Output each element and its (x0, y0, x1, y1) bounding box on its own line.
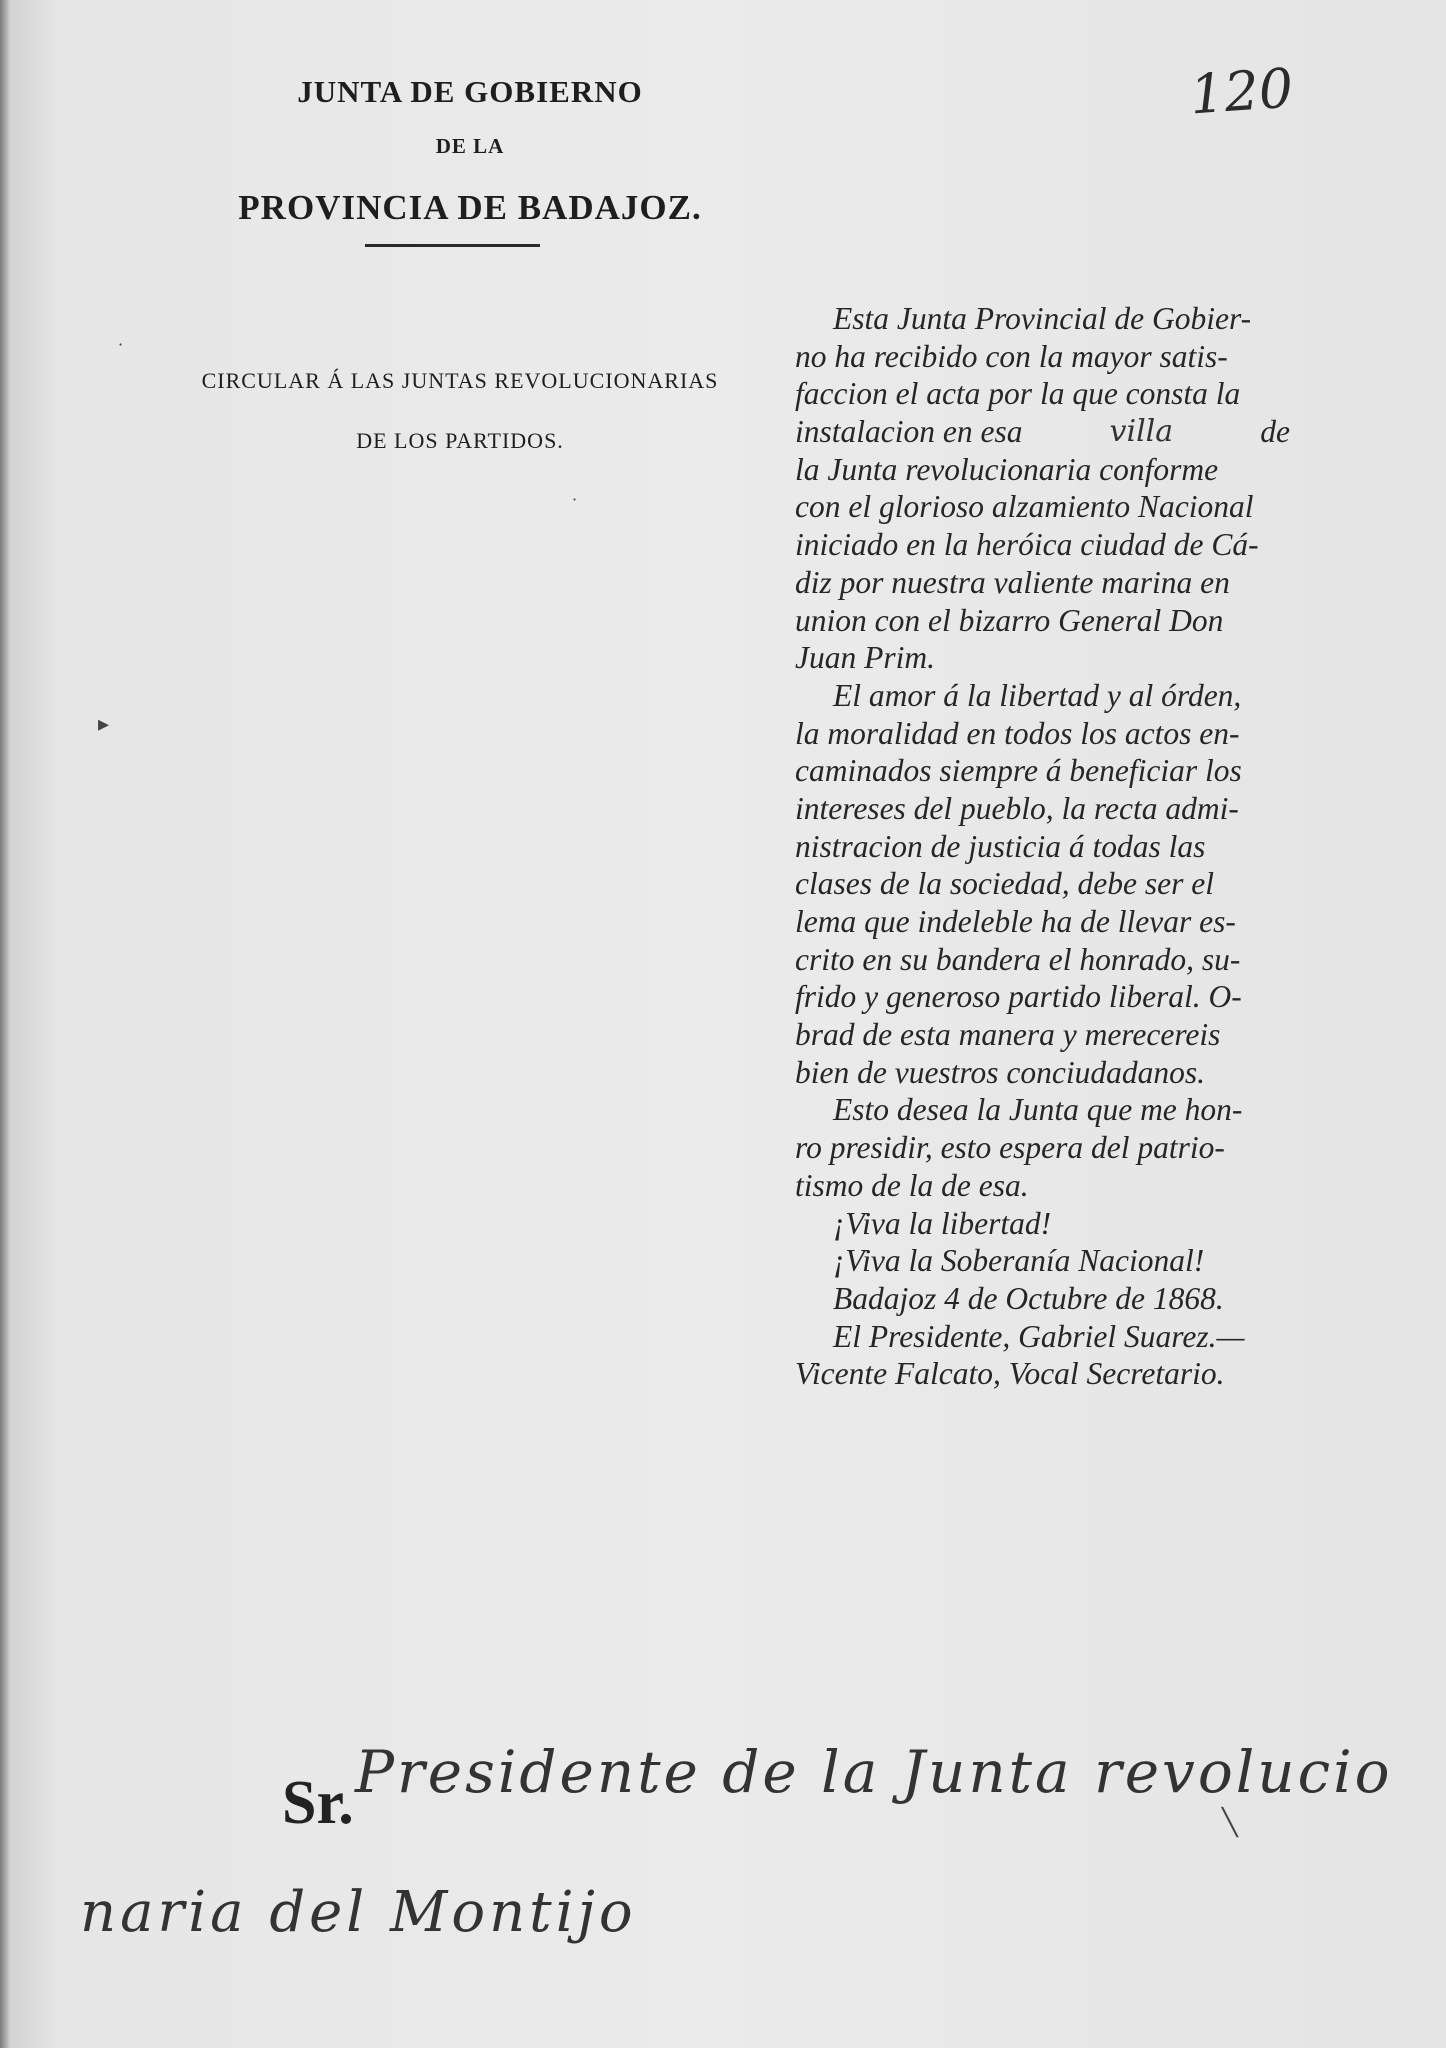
body-line: brad de esta manera y merecereis (795, 1017, 1221, 1053)
body-line: ¡Viva la Soberanía Nacional! (833, 1243, 1205, 1279)
handwritten-address-line-1: Presidente de la Junta revolucio (355, 1738, 1393, 1806)
body-line: ¡Viva la libertad! (833, 1205, 1052, 1241)
circular-title-line-2: DE LOS PARTIDOS. (356, 428, 564, 453)
body-line: tismo de la de esa. (795, 1167, 1029, 1203)
header-line-3: PROVINCIA DE BADAJOZ. (238, 188, 702, 227)
body-line: intereses del pueblo, la recta admi- (795, 790, 1239, 826)
body-line-part: de (1260, 414, 1290, 450)
body-line: clases de la sociedad, debe ser el (795, 866, 1215, 902)
folio-number: 120 (1187, 56, 1296, 127)
body-line: la Junta revolucionaria conforme (795, 451, 1219, 487)
pen-mark: ╲ (1222, 1808, 1238, 1838)
body-line: faccion el acta por la que consta la (795, 376, 1241, 412)
body-line (795, 413, 1290, 451)
circular-title-line-1: CIRCULAR Á LAS JUNTAS REVOLUCIONARIAS (201, 368, 719, 393)
body-line: iniciado en la heróica ciudad de Cá- (795, 527, 1259, 563)
header-line-2: DE LA (435, 134, 505, 158)
body-line: El Presidente, Gabriel Suarez.— (833, 1318, 1245, 1354)
header-line-1: JUNTA DE GOBIERNO (297, 74, 643, 109)
body-line: ro presidir, esto espera del patrio- (795, 1130, 1225, 1166)
paper-speck: · (572, 490, 578, 509)
body-line-part: instalacion en esa (795, 414, 1023, 450)
body-line: con el glorioso alzamiento Nacional (795, 489, 1254, 525)
body-line: Vicente Falcato, Vocal Secretario. (795, 1356, 1225, 1392)
body-line: frido y generoso partido liberal. O- (795, 979, 1242, 1015)
body-line: Esta Junta Provincial de Gobier- (833, 301, 1252, 336)
body-line: diz por nuestra valiente marina en (795, 564, 1230, 600)
handwritten-place: villa (1109, 414, 1174, 450)
body-line: no ha recibido con la mayor satis- (795, 338, 1228, 374)
handwritten-address-line-2: naria del Montijo (80, 1880, 637, 1945)
body-line: Juan Prim. (795, 640, 935, 676)
body-line: bien de vuestros conciudadanos. (795, 1054, 1206, 1090)
body-line: El amor á la libertad y al órden, (833, 677, 1242, 713)
paper-speck: · (118, 335, 124, 354)
body-line: Badajoz 4 de Octubre de 1868. (833, 1280, 1224, 1316)
salutation: Sr. (282, 1769, 354, 1837)
body-line: lema que indeleble ha de llevar es- (795, 904, 1236, 939)
body-line: la moralidad en todos los actos en- (795, 715, 1240, 751)
header-rule (365, 244, 540, 247)
body-line: crito en su bandera el honrado, su- (795, 941, 1241, 977)
body-line: nistracion de justicia á todas las (795, 828, 1206, 864)
body-line: Esto desea la Junta que me hon- (833, 1092, 1243, 1128)
circular-body (795, 300, 1290, 1393)
paper-speck: ▸ (98, 712, 110, 737)
body-line: union con el bizarro General Don (795, 602, 1224, 638)
body-line: caminados siempre á beneficiar los (795, 753, 1242, 789)
binding-shadow (0, 0, 10, 2048)
